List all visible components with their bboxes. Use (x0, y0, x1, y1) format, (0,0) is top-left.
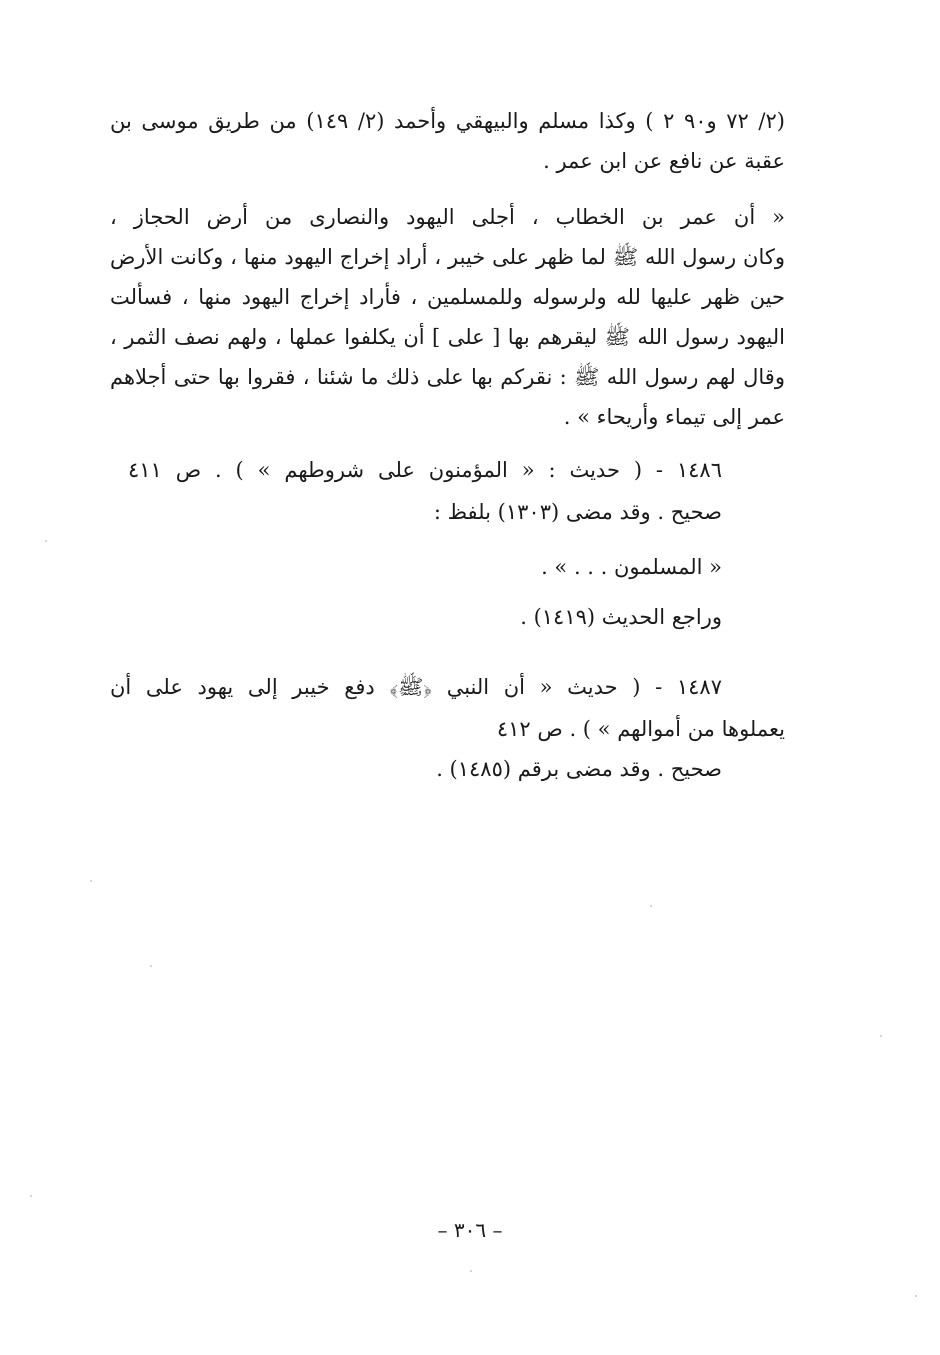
scan-speck (650, 905, 652, 907)
hadith-1486-heading: ١٤٨٦ - ( حديث : « المؤمنون على شروطهم » ) . ص ٤١١ (128, 458, 722, 482)
hadith-1486-grading: صحيح . وقد مضى (١٣٠٣) بلفظ : (433, 500, 722, 524)
paragraph1-line1: (٢/ ٧٢ و٩٠ ٢ ) وكذا مسلم والبيهقي وأحمد (٢/ ١٤٩) من طريق موسى بن (110, 109, 785, 133)
scan-speck (915, 1295, 917, 1297)
paragraph2-line4: اليهود رسول الله ﷺ ليقرهم بها [ على ] أن يكلفوا عملها ، ولهم نصف الثمر ، (110, 325, 785, 349)
paragraph2-line6: عمر إلى تيماء وأريحاء » . (563, 405, 785, 429)
scan-speck (150, 965, 152, 967)
paragraph2-line2: وكان رسول الله ﷺ لما ظهر على خيبر ، أراد إخراج اليهود منها ، وكانت الأرض (110, 245, 785, 269)
hadith-1487-heading: ١٤٨٧ - ( حديث « أن النبي ﴿ﷺ﴾ دفع خيبر إلى يهود على أن (110, 675, 722, 699)
hadith-1487-grading: صحيح . وقد مضى برقم (١٤٨٥) . (436, 757, 722, 781)
hadith-1487-heading-continued: يعملوها من أموالهم » ) . ص ٤١٢ (496, 717, 785, 741)
paragraph2-line3: حين ظهر عليها لله ولرسوله وللمسلمين ، فأراد إخراج اليهود منها ، فسألت (110, 285, 785, 309)
scan-speck (90, 880, 92, 882)
hadith-1486-reference: وراجع الحديث (١٤١٩) . (520, 605, 722, 629)
scan-speck (470, 1270, 472, 1272)
scan-speck (30, 1195, 32, 1197)
paragraph1-line2: عقبة عن نافع عن ابن عمر . (543, 149, 785, 173)
page-number: – ٣٠٦ – (437, 1218, 503, 1242)
scan-speck (45, 540, 47, 542)
hadith-1486-quote: « المسلمون . . . » . (541, 555, 722, 579)
paragraph2-line5: وقال لهم رسول الله ﷺ : نقركم بها على ذلك ما شئنا ، فقروا بها حتى أجلاهم (110, 365, 785, 389)
scan-speck (880, 1035, 882, 1037)
paragraph2-line1: « أن عمر بن الخطاب ، أجلى اليهود والنصارى من أرض الحجاز ، (110, 205, 785, 229)
